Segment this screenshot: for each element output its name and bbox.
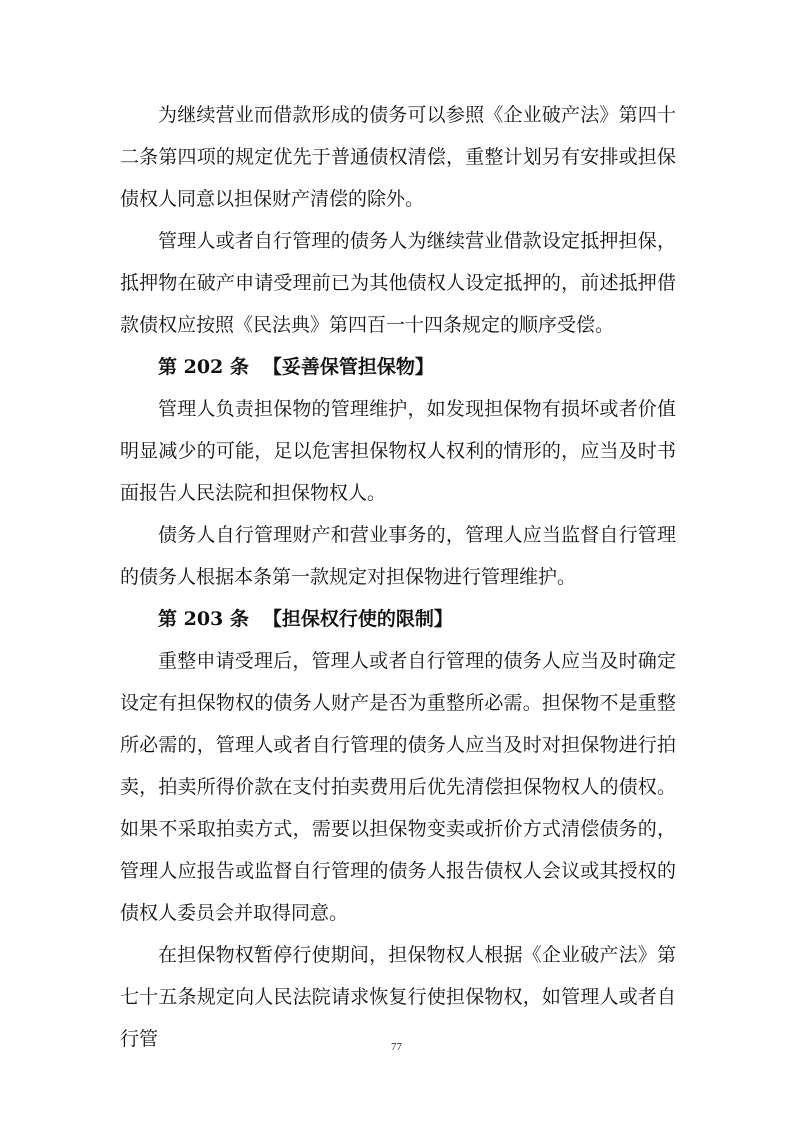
article-203-title: 【担保权行使的限制】 [262,608,453,630]
article-203-heading [120,598,676,640]
article-202-title: 【妥善保管担保物】 [262,356,434,378]
article-202-number: 第 202 条 [158,356,249,378]
article-203-number: 第 203 条 [158,608,249,630]
page-body [120,94,676,1060]
article-203-paragraph-2: 在担保物权暂停行使期间，担保物权人根据《企业破产法》第七十五条规定向人民法院请求恢复行使担保物权，如管理人或者自行管 [120,944,676,1050]
paragraph-mortgage-order: 管理人或者自行管理的债务人为继续营业借款设定抵押担保，抵押物在破产申请受理前已为其他债权人设定抵押的，前述抵押借款债权应按照《民法典》第四百一十四条规定的顺序受偿。 [120,230,676,336]
article-202-paragraph-1: 管理人负责担保物的管理维护，如发现担保物有损坏或者价值明显减少的可能，足以危害担保物权人权利的情形的，应当及时书面报告人民法院和担保物权人。 [120,398,676,504]
article-203-paragraph-1: 重整申请受理后，管理人或者自行管理的债务人应当及时确定设定有担保物权的债务人财产是否为重整所必需。担保物不是重整所必需的，管理人或者自行管理的债务人应当及时对担保物进行拍卖，拍卖所得价款在支付拍卖费用后优先清偿担保物权人的债权。如果不采取拍卖方式，需要以担保物变卖或折价方式清偿债务的，管理人应报告或监督自行管理的债务人报告债权人会议或其授权的债权人委员会并取得同意。 [120,650,676,924]
article-202-heading [120,346,676,388]
article-202-paragraph-2: 债务人自行管理财产和营业事务的，管理人应当监督自行管理的债务人根据本条第一款规定对担保物进行管理维护。 [120,524,676,588]
page-number: 77 [391,1041,402,1053]
paragraph-borrowing-priority: 为继续营业而借款形成的债务可以参照《企业破产法》第四十二条第四项的规定优先于普通债权清偿，重整计划另有安排或担保债权人同意以担保财产清偿的除外。 [120,104,676,210]
